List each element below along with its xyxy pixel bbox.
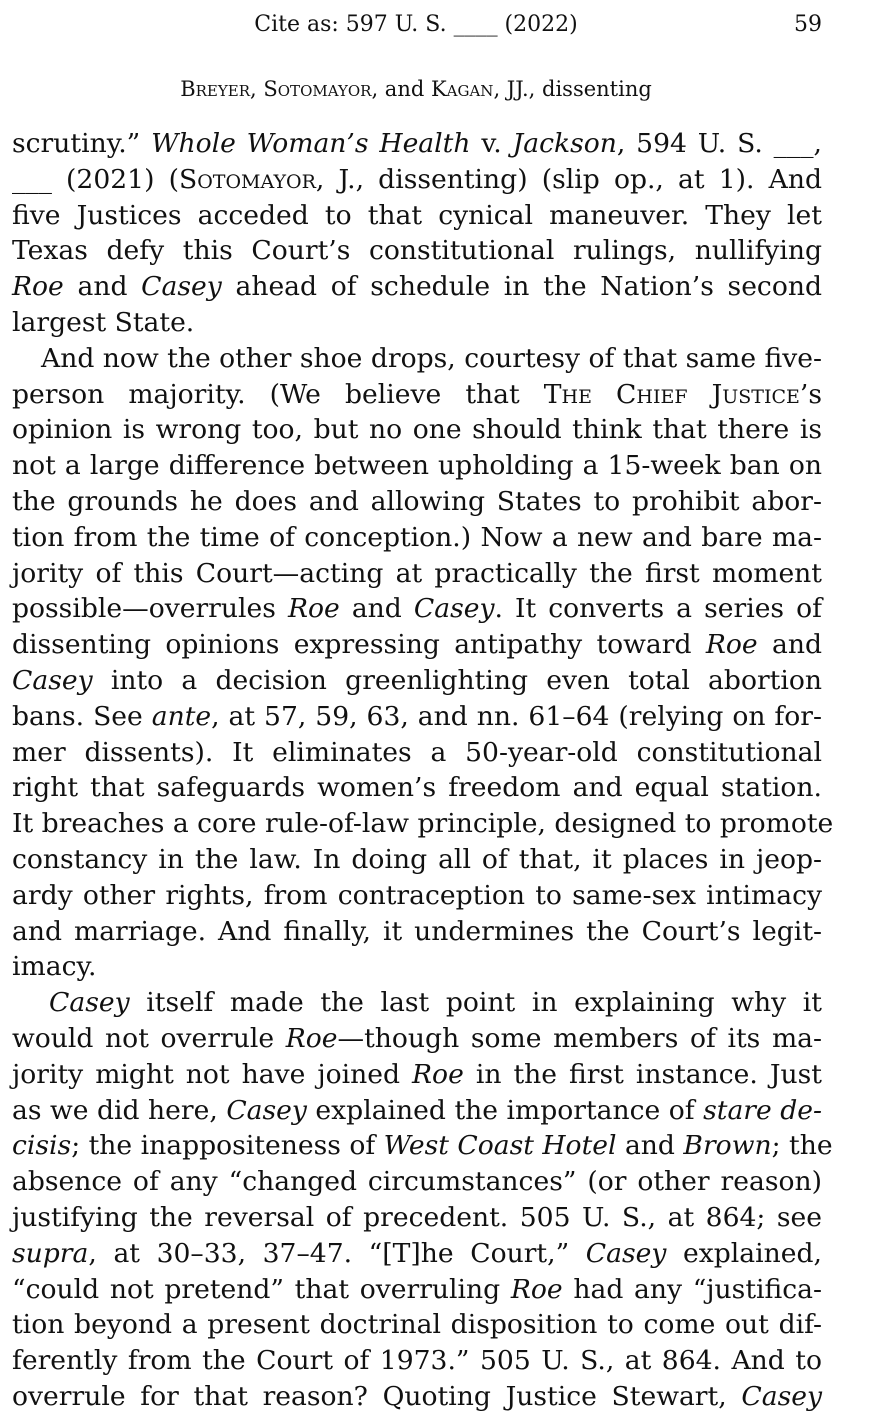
text-line: It breaches a core rule-of-law principle, designed to promote (12, 808, 834, 840)
text-line: bans. See ante, at 57, 59, 63, and nn. 61–64 (relying on for- (12, 700, 822, 732)
text-line: opinion is wrong too, but no one should think that there is (12, 414, 822, 446)
running-header (0, 12, 872, 46)
text-line: tion from the time of conception.) Now a new and bare ma- (12, 521, 822, 553)
text-line: scrutiny.” Whole Woman’s Health v. Jackson, 594 U. S. ___, (12, 128, 822, 159)
text-line: ferently from the Court of 1973.” 505 U. S., at 864. And to (12, 1345, 822, 1377)
text-line: And now the other shoe drops, courtesy of that same five- (41, 342, 823, 374)
text-line: ardy other rights, from contraception to same-sex intimacy (12, 879, 822, 911)
text-line: “could not pretend” that overruling Roe had any “justifica- (12, 1273, 822, 1305)
text-line: Casey into a decision greenlighting even total abortion (12, 664, 822, 696)
text-line: overrule for that reason? Quoting Justice Stewart, Casey (12, 1380, 822, 1412)
text-line: absence of any “changed circumstances” (or other reason) (12, 1166, 822, 1198)
citation-line: Cite as: 597 U. S. ____ (2022) (254, 12, 578, 37)
text-line: jority might not have joined Roe in the first instance. Just (12, 1058, 822, 1090)
text-line: five Justices acceded to that cynical maneuver. They let (12, 199, 822, 231)
text-line: imacy. (12, 951, 97, 983)
text-line: cisis; the inappositeness of West Coast Hotel and Brown; the (12, 1130, 833, 1162)
text-line: justifying the reversal of precedent. 505 U. S., at 864; see (12, 1201, 822, 1233)
opinion-body (12, 126, 834, 1415)
text-line: mer dissents). It eliminates a 50-year-old constitutional (12, 736, 822, 768)
text-line: dissenting opinions expressing antipathy toward Roe and (12, 629, 822, 661)
text-line: largest State. (12, 306, 195, 338)
page-number: 59 (794, 12, 822, 37)
text-line: the grounds he does and allowing States to prohibit abor- (12, 485, 822, 517)
text-line: as we did here, Casey explained the importance of stare de- (12, 1094, 822, 1126)
text-line: constancy in the law. In doing all of that, it places in jeop- (12, 843, 822, 875)
text-line: ___ (2021) (Sotomayor, J., dissenting) (slip op., at 1). And (12, 163, 822, 195)
text-line: jority of this Court—acting at practically the first moment (12, 557, 822, 589)
text-line: would not overrule Roe—though some members of its ma- (12, 1022, 823, 1054)
text-line: possible—overrules Roe and Casey. It converts a series of (12, 593, 822, 625)
text-line: and marriage. And finally, it undermines the Court’s legit- (12, 915, 822, 947)
dissent-attribution: Breyer, Sotomayor, and Kagan, JJ., dissenting (180, 77, 652, 101)
text-line: not a large difference between upholding a 15-week ban on (12, 450, 822, 482)
text-line: Casey itself made the last point in explaining why it (49, 987, 822, 1019)
text-line: person majority. (We believe that The Chief Justice’s (12, 378, 822, 410)
text-line: Roe and Casey ahead of schedule in the Nation’s second (12, 271, 822, 303)
text-line: supra, at 30–33, 37–47. “[T]he Court,” Casey explained, (12, 1237, 823, 1269)
text-line: Texas defy this Court’s constitutional rulings, nullifying (12, 235, 822, 267)
text-line: right that safeguards women’s freedom and equal station. (12, 772, 822, 804)
text-line: tion beyond a present doctrinal disposition to come out dif- (12, 1309, 822, 1341)
